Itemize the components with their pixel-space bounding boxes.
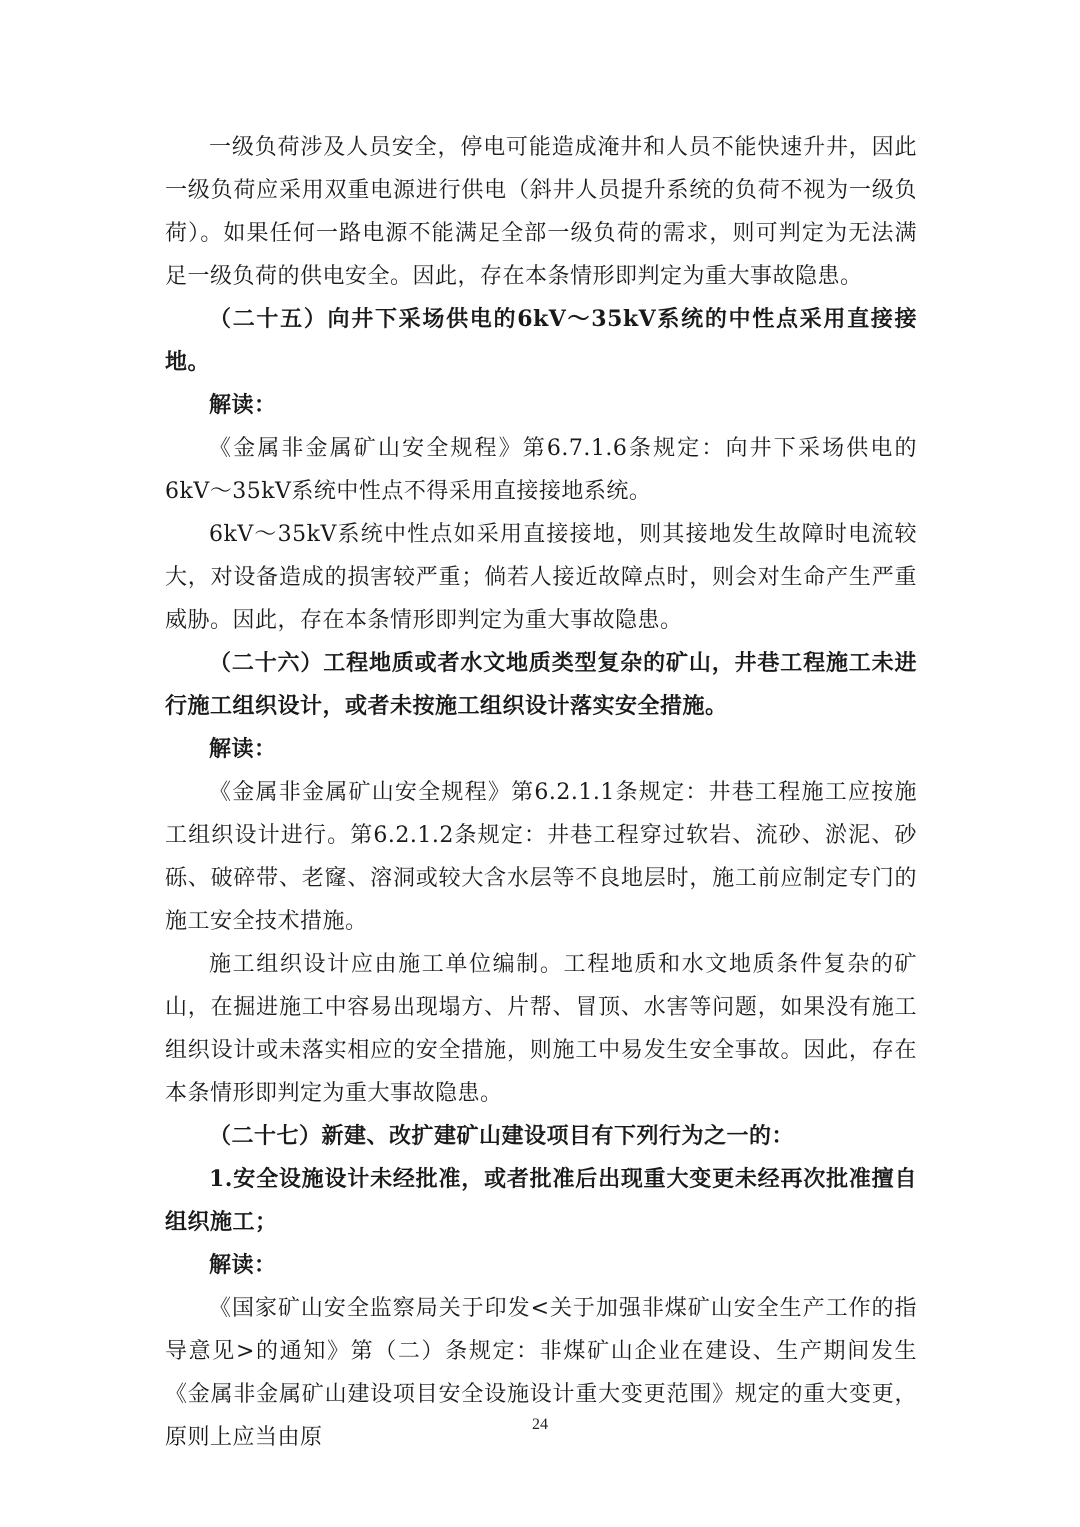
- heading-item-27-1: 1.安全设施设计未经批准，或者批准后出现重大变更未经再次批准擅自组织施工；: [165, 1166, 917, 1235]
- paragraph-intro: 一级负荷涉及人员安全，停电可能造成淹井和人员不能快速升井，因此一级负荷应采用双重电源进行供电（斜井人员提升系统的负荷不视为一级负荷）。如果任何一路电源不能满足全部一级负荷的需求，则可判定为无法满足一级负荷的供电安全。因此，存在本条情形即判定为重大事故隐患。: [165, 135, 917, 289]
- interpretation-label: 解读：: [209, 1252, 277, 1278]
- page-number: 24: [532, 1416, 548, 1433]
- paragraph-construction-design: 施工组织设计应由施工单位编制。工程地质和水文地质条件复杂的矿山，在掘进施工中容易出现塌方、片帮、冒顶、水害等问题，如果没有施工组织设计或未落实相应的安全措施，则施工中易发生安全事故。因此，存在本条情形即判定为重大事故隐患。: [165, 952, 917, 1106]
- heading-item-26: （二十六）工程地质或者水文地质类型复杂的矿山，井巷工程施工未进行施工组织设计，或者未按施工组织设计落实安全措施。: [165, 650, 917, 719]
- interpretation-label: 解读：: [209, 392, 277, 418]
- paragraph-neutral-grounding: 6kV～35kV系统中性点如采用直接接地，则其接地发生故障时电流较大，对设备造成的损害较严重；倘若人接近故障点时，则会对生命产生严重威胁。因此，存在本条情形即判定为重大事故隐患。: [165, 522, 917, 633]
- paragraph-notice: 《国家矿山安全监察局关于印发<关于加强非煤矿山安全生产工作的指导意见>的通知》第（二）条规定：非煤矿山企业在建设、生产期间发生《金属非金属矿山建设项目安全设施设计重大变更范围》规定的重大变更，原则上应当由原: [165, 1296, 917, 1450]
- heading-item-27: （二十七）新建、改扩建矿山建设项目有下列行为之一的：: [209, 1123, 795, 1149]
- document-body: [165, 126, 917, 1459]
- interpretation-label: 解读：: [209, 736, 277, 762]
- paragraph-regulation-6211: 《金属非金属矿山安全规程》第6.2.1.1条规定：井巷工程施工应按施工组织设计进行。第6.2.1.2条规定：井巷工程穿过软岩、流砂、淤泥、砂砾、破碎带、老窿、溶洞或较大含水层等不良地层时，施工前应制定专门的施工安全技术措施。: [165, 780, 917, 934]
- paragraph-regulation-6716: 《金属非金属矿山安全规程》第6.7.1.6条规定：向井下采场供电的6kV～35kV系统中性点不得采用直接接地系统。: [165, 436, 917, 504]
- heading-item-25: （二十五）向井下采场供电的6kV～35kV系统的中性点采用直接接地。: [165, 306, 917, 375]
